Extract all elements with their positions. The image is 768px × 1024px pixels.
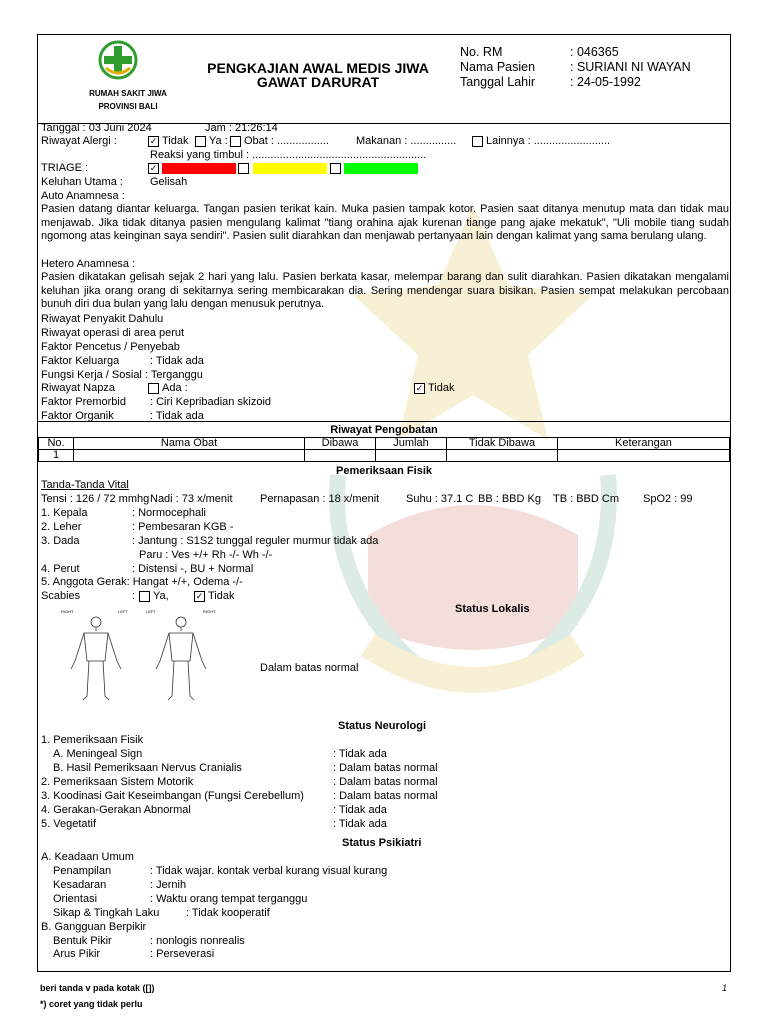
auto-anamnesa-text: Pasien datang diantar keluarga. Tangan pasien terikat kain. Muka pasien tampak kotor. Pasien saat ditanya menutup mata dan tidak mau menjawab. Jika tidak ditanya pasien mengulang kalimat "tiang orahina ajak kurenan tiange pang ajake mekatuk", "Uli mobile tiang sudah ngomong atas keinginan saya sendiri". Pasien sulit diarahkan dan menjawab pertanyaan lain dengan kalimat yang sama berulang ulang. [41, 203, 729, 243]
neuro-item-label: A. Meningeal Sign [53, 748, 143, 760]
fungsi-label: Fungsi Kerja / Sosial : Terganggu [41, 369, 203, 381]
fisik-title: Pemeriksaan Fisik [335, 465, 432, 477]
paru-value: Paru : Ves +/+ Rh -/- Wh -/- [139, 549, 273, 561]
scabies-ya-label: Ya, [153, 590, 169, 602]
triage-red-bar [162, 163, 236, 174]
neuro-item-value: : Tidak ada [333, 748, 387, 760]
gangguan-berpikir-label: B. Gangguan Berpikir [41, 921, 147, 933]
triage-red-checkbox[interactable]: ✓ [149, 163, 158, 173]
form-title [178, 61, 458, 89]
napza-ada-checkbox[interactable] [148, 383, 159, 394]
right-label-2: RIGHT [203, 609, 216, 614]
scabies-tidak-label: Tidak [208, 590, 235, 602]
perut-label: 4. Perut [41, 563, 80, 575]
triage-green-bar [344, 163, 418, 174]
allergy-obat-label: Obat : ................. [244, 135, 329, 147]
perut-value: : Distensi -, BU + Normal [132, 563, 254, 575]
napza-tidak-checkbox[interactable]: ✓ [415, 383, 424, 393]
triage-label: TRIAGE : [41, 162, 89, 174]
pengobatan-title: Riwayat Pengobatan [330, 424, 438, 436]
leher-label: 2. Leher [41, 521, 82, 533]
rm-value: : 046365 [570, 45, 619, 59]
rm-label: No. RM [460, 45, 503, 59]
neuro-item-value: : Tidak ada [333, 804, 387, 816]
keluhan-value: Gelisah [150, 176, 188, 188]
row-cell[interactable] [558, 450, 730, 462]
row-cell[interactable] [447, 450, 558, 462]
neuro-item-label: 1. Pemeriksaan Fisik [41, 734, 144, 746]
allergy-tidak-checkbox[interactable]: ✓ [149, 136, 158, 146]
neuro-title: Status Neurologi [338, 720, 427, 732]
napas-value: Pernapasan : 18 x/menit [260, 493, 380, 505]
allergy-label: Riwayat Alergi : [41, 135, 117, 147]
keadaan-umum-label: A. Keadaan Umum [41, 851, 134, 863]
dada-label: 3. Dada [41, 535, 80, 547]
table-row [39, 450, 730, 462]
auto-anamnesa-label: Auto Anamnesa : [41, 190, 125, 202]
hospital-logo-icon [98, 40, 138, 80]
nadi-value: Nadi : 73 x/menit [150, 493, 233, 505]
kesadaran-label: Kesadaran [53, 879, 107, 891]
allergy-obat-checkbox[interactable] [230, 136, 241, 147]
allergy-reaction: Reaksi yang timbul : ......................................................... [150, 149, 427, 161]
leher-value: : Pembesaran KGB - [132, 521, 234, 533]
col-no: No. [39, 438, 74, 450]
premorbid-value: : Ciri Kepribadian skizoid [150, 396, 272, 408]
kepala-label: 1. Kepala [41, 507, 88, 519]
divider [38, 421, 730, 422]
col-dibawa: Dibawa [305, 438, 376, 450]
name-label: Nama Pasien [460, 60, 536, 74]
form-title-line2: GAWAT DARURAT [256, 74, 380, 90]
footer-note-check: beri tanda v pada kotak ([]) [40, 983, 155, 993]
orientasi-value: : Waktu orang tempat terganggu [150, 893, 308, 905]
page-number: 1 [722, 983, 728, 993]
allergy-makanan-label: Makanan : ............... [356, 135, 457, 147]
napza-ada-label: Ada : [162, 382, 188, 394]
scabies-colon: : [132, 590, 136, 602]
hospital-province: PROVINSI BALI [98, 102, 158, 111]
organik-label: Faktor Organik [41, 410, 114, 422]
napza-tidak-label: Tidak [428, 382, 455, 394]
psik-title: Status Psikiatri [342, 837, 422, 849]
left-label-2: LEFT [146, 609, 156, 614]
bentuk-pikir-label: Bentuk Pikir [53, 935, 112, 947]
operasi-label: Riwayat operasi di area perut [41, 327, 185, 339]
row-cell[interactable] [305, 450, 376, 462]
pencetus-label: Faktor Pencetus / Penyebab [41, 341, 180, 353]
neuro-item-value: : Dalam batas normal [333, 776, 438, 788]
visit-time: Jam : 21:26:14 [205, 122, 278, 134]
row-no: 1 [39, 450, 74, 462]
neuro-item-label: 3. Koodinasi Gait Keseimbangan (Fungsi Cerebellum) [41, 790, 304, 802]
left-label-1: LEFT [118, 609, 128, 614]
neuro-item-label: 2. Pemeriksaan Sistem Motorik [41, 776, 194, 788]
napza-label: Riwayat Napza [41, 382, 115, 394]
vital-label: Tanda-Tanda Vital [41, 479, 129, 491]
sikap-label: Sikap & Tingkah Laku [53, 907, 160, 919]
neuro-item-label: B. Hasil Pemeriksaan Nervus Cranialis [53, 762, 242, 774]
hospital-name: RUMAH SAKIT JIWA [89, 89, 167, 98]
suhu-value: Suhu : 37.1 C [406, 493, 474, 505]
neuro-item-label: 4. Gerakan-Gerakan Abnormal [41, 804, 191, 816]
right-label-1: RIGHT [61, 609, 74, 614]
allergy-ya-label: Ya : [209, 135, 228, 147]
allergy-tidak-label: Tidak [162, 135, 189, 147]
row-cell[interactable] [74, 450, 305, 462]
spo2-value: SpO2 : 99 [643, 493, 693, 505]
visit-date: Tanggal : 03 Juni 2024 [41, 122, 152, 134]
sikap-value: : Tidak kooperatif [186, 907, 270, 919]
col-jumlah: Jumlah [376, 438, 447, 450]
triage-yellow-bar [253, 163, 327, 174]
hetero-anamnesa-label: Hetero Anamnesa : [41, 258, 136, 270]
dob-value: : 24-05-1992 [570, 75, 641, 89]
neuro-item-value: : Dalam batas normal [333, 790, 438, 802]
scabies-label: Scabies [41, 590, 81, 602]
rpd-label: Riwayat Penyakit Dahulu [41, 313, 164, 325]
scabies-tidak-checkbox[interactable]: ✓ [195, 591, 204, 601]
neuro-item-value: : Tidak ada [333, 818, 387, 830]
kesadaran-value: : Jernih [150, 879, 187, 891]
lokalis-title: Status Lokalis [455, 603, 530, 615]
triage-yellow-checkbox[interactable] [238, 163, 249, 174]
kepala-value: : Normocephali [132, 507, 206, 519]
footer-note-strike: *) coret yang tidak perlu [40, 999, 143, 1009]
dada-value: : Jantung : S1S2 tunggal reguler murmur tidak ada [132, 535, 379, 547]
neuro-item-value: : Dalam batas normal [333, 762, 438, 774]
triage-green-checkbox[interactable] [330, 163, 341, 174]
gerak-value: 5. Anggota Gerak: Hangat +/+, Odema -/- [41, 576, 243, 588]
keluarga-value: : Tidak ada [150, 355, 204, 367]
hetero-anamnesa-text: Pasien dikatakan gelisah sejak 2 hari yang lalu. Pasien berkata kasar, melempar barang dan sulit diarahkan. Pasien dikatakan mengalami keluhan jika orang orang di sekitarnya sering membicarakan dia. Sering mendengar suara bisikan. Pasien sempat melakukan percobaan bunuh diri dua bulan yang lalu dengan menusuk perutnya. [41, 271, 729, 311]
lokalis-value: Dalam batas normal [260, 662, 359, 674]
dob-label: Tanggal Lahir [460, 75, 536, 89]
penampilan-label: Penampilan [53, 865, 112, 877]
bb-value: BB : BBD Kg [478, 493, 541, 505]
body-diagram-image [41, 606, 246, 706]
table-header-row [39, 438, 730, 450]
bentuk-pikir-value: : nonlogis nonrealis [150, 935, 245, 947]
allergy-lainnya-label: Lainnya : ......................... [486, 135, 611, 147]
col-nama-obat: Nama Obat [74, 438, 305, 450]
tensi-value: Tensi : 126 / 72 mmhg [41, 493, 150, 505]
allergy-ya-checkbox[interactable] [195, 136, 206, 147]
penampilan-value: : Tidak wajar. kontak verbal kurang visual kurang [150, 865, 388, 877]
col-tidak-dibawa: Tidak Dibawa [447, 438, 558, 450]
row-cell[interactable] [376, 450, 447, 462]
allergy-lainnya-checkbox[interactable] [472, 136, 483, 147]
arus-pikir-label: Arus Pikir [53, 948, 101, 960]
neuro-item-label: 5. Vegetatif [41, 818, 97, 830]
orientasi-label: Orientasi [53, 893, 98, 905]
organik-value: : Tidak ada [150, 410, 204, 422]
tb-value: TB : BBD Cm [553, 493, 620, 505]
name-value: : SURIANI NI WAYAN [570, 60, 691, 74]
keluarga-label: Faktor Keluarga [41, 355, 120, 367]
form-title-line1: PENGKAJIAN AWAL MEDIS JIWA [207, 60, 429, 76]
col-keterangan: Keterangan [558, 438, 730, 450]
scabies-ya-checkbox[interactable] [139, 591, 150, 602]
arus-pikir-value: : Perseverasi [150, 948, 215, 960]
pengobatan-table [38, 437, 730, 462]
form-header [38, 35, 730, 124]
form-frame [37, 34, 731, 972]
keluhan-label: Keluhan Utama : [41, 176, 123, 188]
premorbid-label: Faktor Premorbid [41, 396, 126, 408]
